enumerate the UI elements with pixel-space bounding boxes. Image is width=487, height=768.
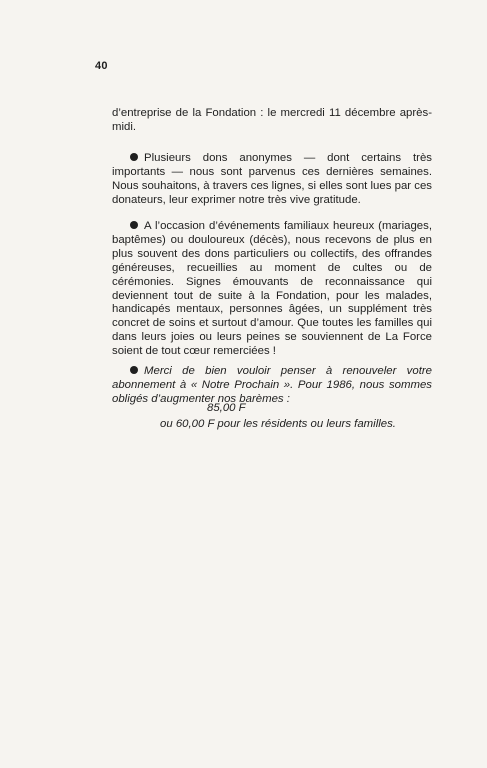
paragraph-4-text: Merci de bien vouloir penser à renouveler votre abonnement à « Notre Prochain ». Pour 1986, nous sommes obligés d’augmenter nos barèmes : <box>112 365 432 405</box>
bullet-icon <box>130 221 138 229</box>
price-line-2: ou 60,00 F pour les résidents ou leurs familles. <box>160 418 396 430</box>
paragraph-2 <box>112 152 432 208</box>
paragraph-4 <box>112 365 432 407</box>
paragraph-2-text: Plusieurs dons anonymes — dont certains très importants — nous sont parvenus ces dernières semaines. Nous souhaitons, à travers ces lignes, si elles sont lues par ces donateurs, leur exprimer notre très vive gratitude. <box>112 152 432 206</box>
bullet-icon <box>130 153 138 161</box>
paragraph-3 <box>112 220 432 359</box>
paragraph-1 <box>112 107 432 135</box>
page-number: 40 <box>95 60 108 72</box>
paragraph-1-text: d’entreprise de la Fondation : le mercredi 11 décembre après-midi. <box>112 107 432 133</box>
price-line-1: 85,00 F <box>207 402 246 414</box>
paragraph-3-text: A l’occasion d’événements familiaux heureux (mariages, baptêmes) ou douloureux (décès), nous recevons de plus en plus souvent des dons particuliers ou collectifs, des offrandes généreuses, recueillies au moment de cultes ou de cérémonies. Signes émouvants de reconnaissance qui deviennent tout de suite à la Fondation, pour les malades, handicapés mentaux, personnes âgées, un supplément très concret de soins et surtout d’amour. Que toutes les familles qui dans leurs joies ou leurs peines se souviennent de La Force soient de tout cœur remerciées ! <box>112 220 432 358</box>
bullet-icon <box>130 366 138 374</box>
